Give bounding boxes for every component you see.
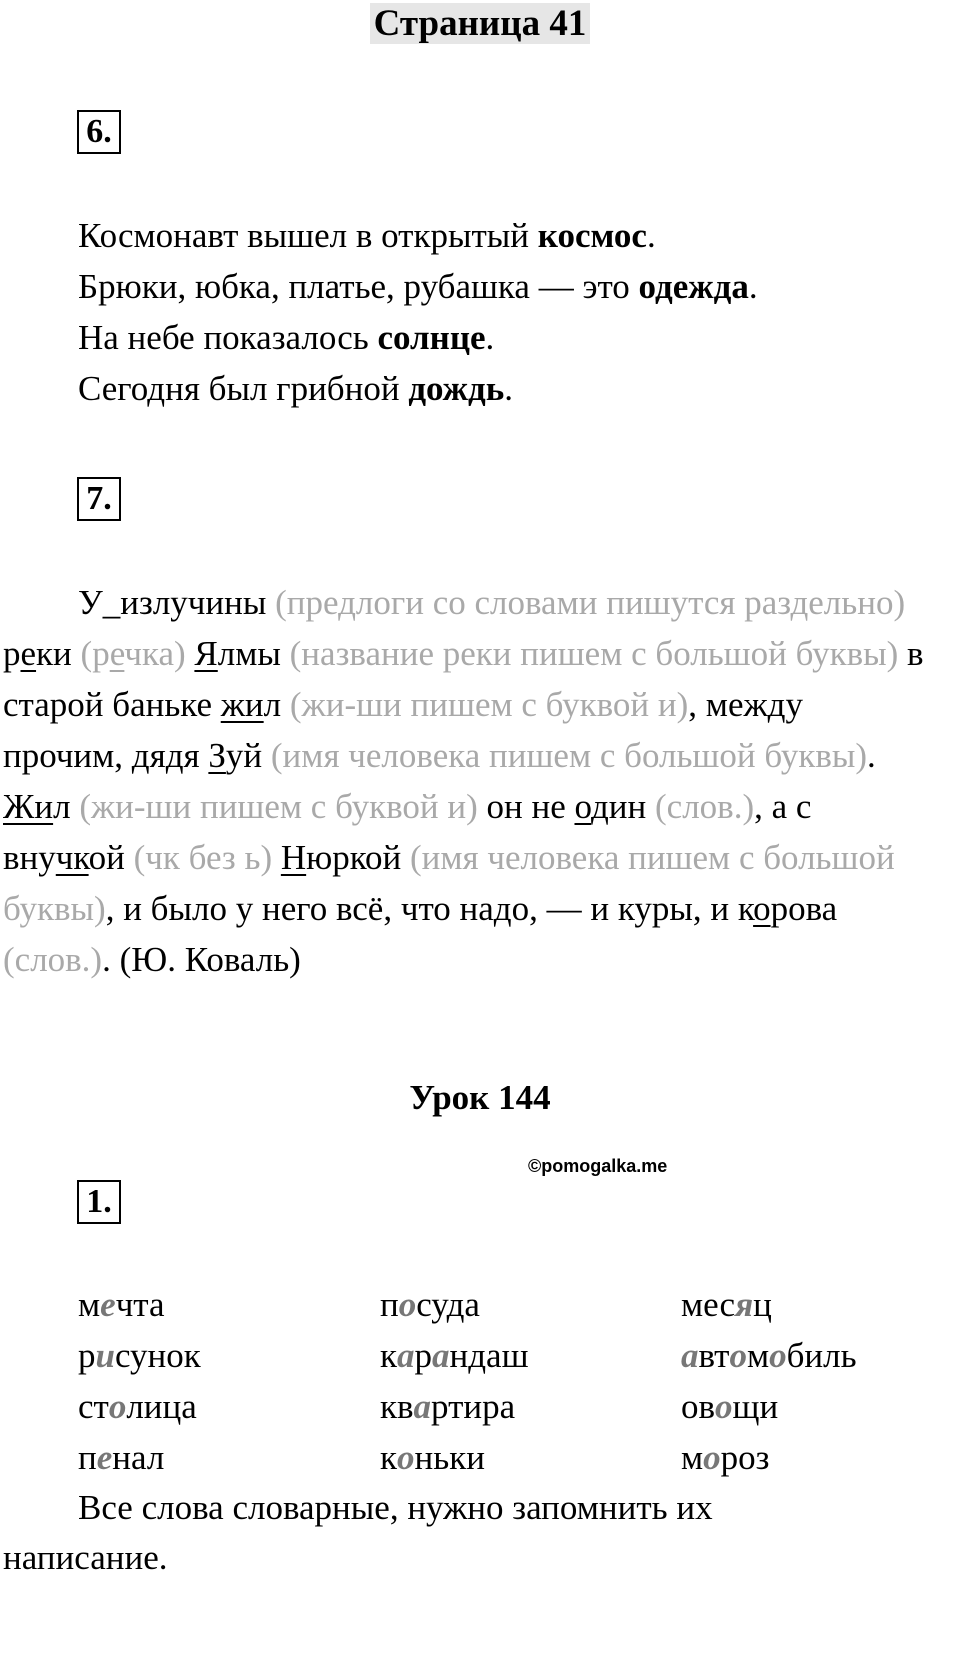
explanation: (имя человека пишем с большой [410, 838, 895, 877]
text-line [3, 730, 958, 781]
inserted-word: космос [537, 216, 647, 255]
highlighted-letter: о [397, 1438, 415, 1477]
sentence-end: . [485, 318, 495, 357]
word-part: р [78, 1336, 96, 1375]
explanation: (имя человека пишем с большой буквы) [270, 736, 868, 775]
text-segment: Жи [3, 787, 54, 826]
watermark: ©pomogalka.me [528, 1156, 668, 1176]
highlighted-letter: и [95, 1336, 115, 1375]
explanation: буквы) [3, 889, 106, 928]
text-segment: , а с [754, 787, 812, 826]
explanation: (слов.) [655, 787, 755, 826]
sentence-text: На небе показалось [78, 318, 378, 357]
text-segment: он не [477, 787, 575, 826]
text-segment: р [3, 634, 21, 673]
highlighted-letter: о [703, 1438, 721, 1477]
explanation: (жи-ши пишем с буквой и) [79, 787, 478, 826]
text-segment: З [208, 736, 226, 775]
highlighted-letter: о [729, 1336, 747, 1375]
explanation: (чк без ь) [133, 838, 281, 877]
text-segment: старой баньке [3, 685, 221, 724]
vocabulary-word [681, 1330, 857, 1381]
vocabulary-word [380, 1381, 529, 1432]
word-part: чта [115, 1285, 165, 1324]
word-part: лица [126, 1387, 197, 1426]
text-line [3, 781, 958, 832]
word-part: ртира [431, 1387, 516, 1426]
word-part: ц [753, 1285, 772, 1324]
vocabulary-word [78, 1432, 201, 1483]
word-part: м [78, 1285, 101, 1324]
word-part: ндаш [449, 1336, 529, 1375]
task-6-number: 6. [77, 110, 121, 154]
text-line [3, 577, 958, 628]
word-part: вт [698, 1336, 730, 1375]
word-part: кв [380, 1387, 414, 1426]
text-segment: л [53, 787, 80, 826]
highlighted-letter: о [769, 1336, 787, 1375]
sentence-end: . [646, 216, 656, 255]
text-segment: чк [55, 838, 89, 877]
lesson-title: Урок 144 [409, 1078, 551, 1117]
word-part: мес [681, 1285, 736, 1324]
highlighted-letter: е [100, 1285, 116, 1324]
text-line [3, 679, 958, 730]
sentence-line [78, 261, 758, 312]
inserted-word: одежда [638, 267, 749, 306]
text-segment: Я [194, 634, 218, 673]
word-part: биль [786, 1336, 857, 1375]
explanation: (р [80, 634, 110, 673]
inserted-word: солнце [377, 318, 486, 357]
text-line [3, 883, 958, 934]
sentence-text: Сегодня был грибной [78, 369, 409, 408]
explanation: (предлоги со словами пишутся раздельно) [275, 583, 906, 622]
vocabulary-word [681, 1279, 857, 1330]
word-part: ов [681, 1387, 716, 1426]
highlighted-letter: е [96, 1438, 113, 1477]
text-segment: лмы [217, 634, 290, 673]
sentence-line [78, 363, 758, 414]
text-segment: , между [688, 685, 803, 724]
vocabulary-word [380, 1330, 529, 1381]
task-1-note-line-1: Все слова словарные, нужно запомнить их [78, 1488, 713, 1527]
text-segment: , и было у него всё, что надо, — и куры, и к [105, 889, 754, 928]
vocabulary-word [380, 1279, 529, 1330]
word-part: п [380, 1285, 399, 1324]
word-part: щи [732, 1387, 779, 1426]
highlighted-letter: о [715, 1387, 733, 1426]
text-segment: . (Ю. Коваль) [102, 940, 301, 979]
task-7-text [3, 577, 958, 985]
task-1-note-line-2: написание. [3, 1538, 168, 1577]
text-segment: дин [590, 787, 656, 826]
word-part: суда [416, 1285, 480, 1324]
sentence-text: Космонавт вышел в открытый [78, 216, 538, 255]
word-column-1 [78, 1279, 201, 1483]
explanation: чка) [124, 634, 195, 673]
text-segment: о [753, 889, 771, 928]
text-segment: уй [225, 736, 271, 775]
task-6-sentences [78, 210, 758, 414]
word-part: к [380, 1336, 398, 1375]
text-segment: ки [36, 634, 81, 673]
text-segment: жи [220, 685, 264, 724]
highlighted-letter: о [398, 1285, 417, 1324]
inserted-word: дождь [408, 369, 505, 408]
text-segment: л [263, 685, 290, 724]
highlighted-letter: а [413, 1387, 432, 1426]
explanation: (название реки пишем с большой буквы) [289, 634, 899, 673]
word-part: к [380, 1438, 398, 1477]
vocabulary-word [78, 1279, 201, 1330]
highlighted-letter: а [681, 1336, 699, 1375]
text-segment: вну [3, 838, 56, 877]
text-segment: ой [88, 838, 134, 877]
word-part: роз [720, 1438, 770, 1477]
vocabulary-word [78, 1381, 201, 1432]
text-segment: е [20, 634, 37, 673]
sentence-end: . [504, 369, 513, 408]
text-segment: юркой [306, 838, 410, 877]
word-part: п [78, 1438, 97, 1477]
word-column-2 [380, 1279, 529, 1483]
text-segment: в [898, 634, 924, 673]
word-column-3 [681, 1279, 857, 1483]
text-segment: рова [770, 889, 838, 928]
text-segment: прочим, дядя [3, 736, 209, 775]
word-part: сунок [114, 1336, 201, 1375]
explanation: (слов.) [3, 940, 103, 979]
task-7-number: 7. [77, 477, 121, 521]
explanation: (жи-ши пишем с буквой и) [289, 685, 689, 724]
vocabulary-word [380, 1432, 529, 1483]
word-part: м [746, 1336, 770, 1375]
vocabulary-word [681, 1432, 857, 1483]
word-part: нал [112, 1438, 165, 1477]
word-part: ст [78, 1387, 109, 1426]
word-part: м [681, 1438, 704, 1477]
highlighted-letter: а [397, 1336, 415, 1375]
text-line [3, 934, 958, 985]
word-part: ньки [414, 1438, 485, 1477]
highlighted-letter: я [735, 1285, 754, 1324]
sentence-end: . [748, 267, 758, 306]
text-segment: о [574, 787, 591, 826]
highlighted-letter: а [432, 1336, 450, 1375]
text-line [3, 628, 958, 679]
sentence-line [78, 312, 758, 363]
explanation: е [109, 634, 125, 673]
text-segment: . [867, 736, 876, 775]
highlighted-letter: о [108, 1387, 127, 1426]
task-1-number: 1. [77, 1180, 121, 1224]
word-part: р [414, 1336, 433, 1375]
page-title [0, 2, 960, 45]
text-line [3, 832, 958, 883]
vocabulary-word [78, 1330, 201, 1381]
text-segment: Н [280, 838, 307, 877]
text-segment: У_излучины [78, 583, 276, 622]
page-title-text: Страница 41 [370, 3, 591, 44]
sentence-line [78, 210, 758, 261]
sentence-text: Брюки, юбка, платье, рубашка — это [78, 267, 639, 306]
vocabulary-word [681, 1381, 857, 1432]
